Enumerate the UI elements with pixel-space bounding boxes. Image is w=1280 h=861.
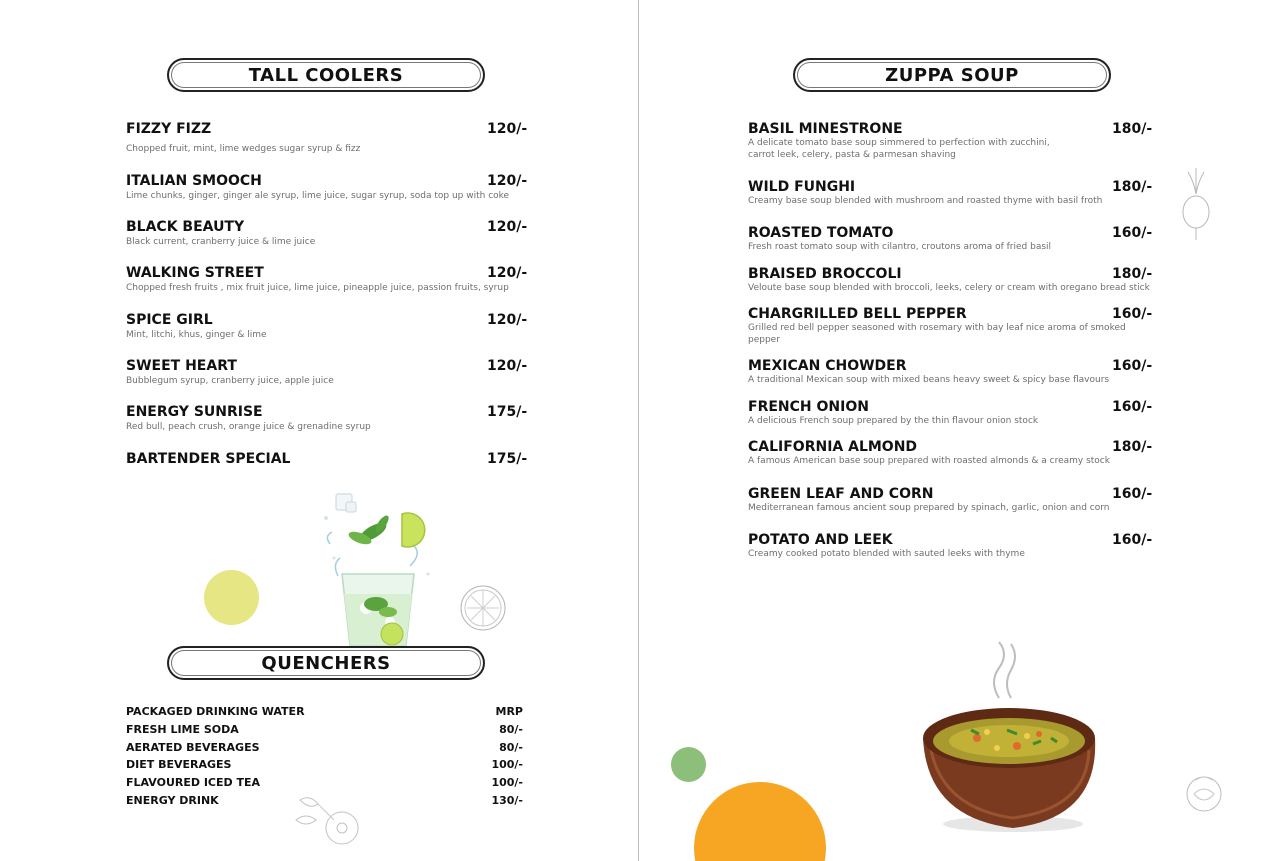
- heading-text: ZUPPA SOUP: [885, 64, 1019, 86]
- section-heading-quenchers: [167, 646, 485, 680]
- item-price: 80/-: [499, 723, 523, 736]
- item-price: 100/-: [491, 776, 523, 789]
- left-menu-page: [0, 0, 638, 861]
- item-price: 175/-: [487, 451, 528, 467]
- mojito-glass-icon: [310, 488, 440, 648]
- item-price: 180/-: [1112, 179, 1153, 195]
- menu-item-black-beauty: [126, 219, 528, 249]
- menu-item-california-almond: [748, 439, 1153, 469]
- menu-item-spice-girl: [126, 312, 528, 342]
- right-menu-page: [639, 0, 1280, 861]
- menu-item-energy-sunrise: [126, 404, 528, 434]
- menu-item-sweet-heart: [126, 358, 528, 388]
- item-description: Lime chunks, ginger, ginger ale syrup, lime juice, sugar syrup, soda top up with coke: [126, 191, 510, 201]
- item-description: Fresh roast tomato soup with cilantro, croutons aroma of fried basil: [748, 242, 1052, 252]
- menu-item-basil-minestrone: [748, 121, 1153, 163]
- item-description: Chopped fresh fruits , mix fruit juice, lime juice, pineapple juice, passion fruits, syrup: [126, 283, 509, 293]
- lime-circle-decoration: [204, 570, 259, 625]
- section-heading-tall-coolers: [167, 58, 485, 92]
- item-name: SPICE GIRL: [126, 312, 213, 328]
- menu-item-roasted-tomato: [748, 225, 1153, 255]
- item-name: ENERGY SUNRISE: [126, 404, 263, 420]
- item-price: 120/-: [487, 312, 528, 328]
- quenchers-row-packaged-water: [126, 705, 523, 723]
- menu-item-bartender-special: [126, 451, 528, 471]
- item-name: CALIFORNIA ALMOND: [748, 439, 918, 455]
- item-price: 180/-: [1112, 121, 1153, 137]
- menu-item-green-leaf-and-corn: [748, 486, 1153, 516]
- item-name: FRENCH ONION: [748, 399, 869, 415]
- item-name: POTATO AND LEEK: [748, 532, 893, 548]
- item-name: ITALIAN SMOOCH: [126, 173, 262, 189]
- item-price: 160/-: [1112, 486, 1153, 502]
- soup-bowl-icon: [917, 638, 1107, 838]
- item-name: WALKING STREET: [126, 265, 264, 281]
- item-price: 120/-: [487, 173, 528, 189]
- item-description: Black current, cranberry juice & lime juice: [126, 237, 316, 247]
- lime-slice-sketch-icon: [455, 580, 511, 636]
- item-price: 160/-: [1112, 532, 1153, 548]
- menu-item-wild-funghi: [748, 179, 1153, 209]
- item-price: 175/-: [487, 404, 528, 420]
- radish-sketch-icon: [1176, 164, 1216, 244]
- heading-text: QUENCHERS: [261, 652, 391, 674]
- item-name: SWEET HEART: [126, 358, 237, 374]
- item-name: FIZZY FIZZ: [126, 121, 212, 137]
- item-description: A delicious French soup prepared by the thin flavour onion stock: [748, 416, 1039, 426]
- flower-sketch-icon: [288, 790, 368, 850]
- item-price: 130/-: [491, 794, 523, 807]
- item-description: A delicate tomato base soup simmered to perfection with zucchini,: [748, 138, 1050, 148]
- green-circle-decoration: [671, 747, 706, 782]
- item-price: 160/-: [1112, 306, 1153, 322]
- item-price: 180/-: [1112, 439, 1153, 455]
- item-description: Red bull, peach crush, orange juice & grenadine syrup: [126, 422, 371, 432]
- menu-item-fizzy-fizz: [126, 121, 528, 161]
- item-description: Mediterranean famous ancient soup prepared by spinach, garlic, onion and corn: [748, 503, 1110, 513]
- section-heading-zuppa-soup: [793, 58, 1111, 92]
- item-price: 160/-: [1112, 225, 1153, 241]
- item-description: Veloute base soup blended with broccoli, leeks, celery or cream with oregano bread stick: [748, 283, 1150, 293]
- item-name: PACKAGED DRINKING WATER: [126, 705, 305, 718]
- item-name: BLACK BEAUTY: [126, 219, 245, 235]
- item-price: MRP: [495, 705, 523, 718]
- item-price: 100/-: [491, 758, 523, 771]
- item-price: 180/-: [1112, 266, 1153, 282]
- menu-item-potato-and-leek: [748, 532, 1153, 562]
- item-description: Grilled red bell pepper seasoned with rosemary with bay leaf nice aroma of smoked: [748, 323, 1126, 333]
- item-price: 120/-: [487, 121, 528, 137]
- item-name: ROASTED TOMATO: [748, 225, 894, 241]
- item-description: Creamy cooked potato blended with sauted leeks with thyme: [748, 549, 1025, 559]
- item-description-line-2: pepper: [748, 335, 780, 345]
- item-description: A traditional Mexican soup with mixed beans heavy sweet & spicy base flavours: [748, 375, 1110, 385]
- item-name: WILD FUNGHI: [748, 179, 856, 195]
- menu-item-chargrilled-bell-pepper: [748, 306, 1153, 348]
- item-name: MEXICAN CHOWDER: [748, 358, 907, 374]
- quenchers-row-fresh-lime-soda: [126, 723, 523, 741]
- item-description: Mint, litchi, khus, ginger & lime: [126, 330, 267, 340]
- item-description: Chopped fruit, mint, lime wedges sugar syrup & fizz: [126, 144, 361, 154]
- item-price: 160/-: [1112, 358, 1153, 374]
- item-name: AERATED BEVERAGES: [126, 741, 260, 754]
- item-name: GREEN LEAF AND CORN: [748, 486, 934, 502]
- menu-item-braised-broccoli: [748, 266, 1168, 296]
- orange-circle-decoration: [694, 782, 826, 861]
- menu-item-walking-street: [126, 265, 528, 295]
- onion-sketch-icon: [1182, 770, 1226, 814]
- item-description: Bubblegum syrup, cranberry juice, apple juice: [126, 376, 334, 386]
- item-name: BRAISED BROCCOLI: [748, 266, 902, 282]
- item-description: A famous American base soup prepared with roasted almonds & a creamy stock: [748, 456, 1110, 466]
- item-price: 120/-: [487, 219, 528, 235]
- menu-item-french-onion: [748, 399, 1153, 429]
- item-description-line-2: carrot leek, celery, pasta & parmesan shaving: [748, 150, 956, 160]
- item-name: ENERGY DRINK: [126, 794, 219, 807]
- item-description: Creamy base soup blended with mushroom and roasted thyme with basil froth: [748, 196, 1103, 206]
- menu-item-italian-smooch: [126, 173, 528, 203]
- item-name: FRESH LIME SODA: [126, 723, 239, 736]
- item-price: 120/-: [487, 358, 528, 374]
- heading-text: TALL COOLERS: [248, 64, 404, 86]
- quenchers-row-aerated-beverages: [126, 741, 523, 759]
- menu-item-mexican-chowder: [748, 358, 1153, 388]
- item-price: 120/-: [487, 265, 528, 281]
- quenchers-row-diet-beverages: [126, 758, 523, 776]
- item-price: 80/-: [499, 741, 523, 754]
- item-name: FLAVOURED ICED TEA: [126, 776, 261, 789]
- item-name: CHARGRILLED BELL PEPPER: [748, 306, 967, 322]
- item-name: DIET BEVERAGES: [126, 758, 232, 771]
- item-name: BARTENDER SPECIAL: [126, 451, 291, 467]
- item-name: BASIL MINESTRONE: [748, 121, 903, 137]
- item-price: 160/-: [1112, 399, 1153, 415]
